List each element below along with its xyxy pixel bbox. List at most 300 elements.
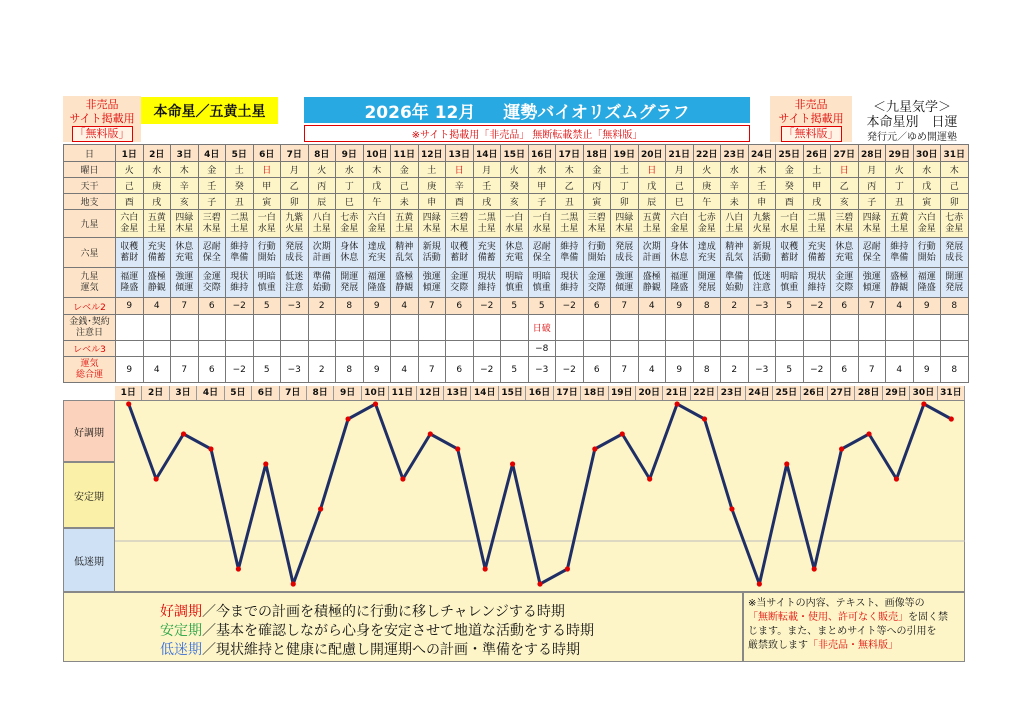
copyright-line3: じます。また、まとめサイト等への引用を bbox=[748, 626, 937, 637]
kyusei-cell bbox=[583, 210, 611, 238]
chart-x-tick-label: 2日 bbox=[142, 386, 169, 400]
kinsen-cell bbox=[281, 315, 309, 341]
kyusei-unki-cell-line: 注意 bbox=[752, 282, 771, 293]
label-day: 日 bbox=[64, 145, 116, 162]
kyusei-unki-cell-line: 静観 bbox=[890, 282, 909, 293]
kyusei-cell-line: 木星 bbox=[587, 223, 606, 234]
kyusei-cell-line: 二黒 bbox=[560, 212, 579, 223]
label-sogo-1: 運気 bbox=[80, 358, 99, 369]
kyusei-unki-cell-line: 現状 bbox=[230, 271, 249, 282]
sogo-cell: 8 bbox=[693, 357, 721, 383]
kyusei-unki-cell bbox=[198, 268, 226, 298]
kyusei-unki-cell-line: 福運 bbox=[670, 271, 689, 282]
chishi-cell: 酉 bbox=[116, 194, 144, 210]
weekday-cell: 月 bbox=[473, 162, 501, 178]
kinsen-cell bbox=[253, 315, 281, 341]
rokusei-cell bbox=[418, 238, 446, 268]
chishi-cell: 巳 bbox=[336, 194, 364, 210]
kyusei-unki-cell-line: 盛極 bbox=[395, 271, 414, 282]
legend-low-term: 低迷期 bbox=[160, 642, 202, 658]
rokusei-cell-line: 身体 bbox=[340, 241, 359, 252]
chart-x-tick-label: 31日 bbox=[938, 386, 965, 400]
biorhythm-point bbox=[537, 581, 542, 586]
tenkan-cell: 己 bbox=[941, 178, 969, 194]
kinsen-cell: 日破 bbox=[528, 315, 556, 341]
level3-cell bbox=[638, 341, 666, 357]
kyusei-cell-line: 五黄 bbox=[890, 212, 909, 223]
kyusei-cell-line: 土星 bbox=[725, 223, 744, 234]
rokusei-cell bbox=[666, 238, 694, 268]
kinsen-cell bbox=[143, 315, 171, 341]
title-year-month: 2026年 12月 bbox=[364, 102, 476, 123]
level3-cell bbox=[391, 341, 419, 357]
biorhythm-point bbox=[345, 416, 350, 421]
kyusei-unki-cell-line: 維持 bbox=[560, 282, 579, 293]
chishi-cell: 午 bbox=[693, 194, 721, 210]
sogo-cell: 2 bbox=[721, 357, 749, 383]
chishi-cell: 亥 bbox=[831, 194, 859, 210]
level2-cell: 4 bbox=[143, 298, 171, 315]
weekday-cell: 火 bbox=[116, 162, 144, 178]
chishi-cell: 丑 bbox=[556, 194, 584, 210]
rokusei-cell-line: 備蓄 bbox=[147, 252, 166, 263]
kyusei-unki-cell-line: 維持 bbox=[230, 282, 249, 293]
chishi-cell: 辰 bbox=[308, 194, 336, 210]
weekday-cell: 月 bbox=[858, 162, 886, 178]
rokusei-cell bbox=[363, 238, 391, 268]
kyusei-unki-cell bbox=[666, 268, 694, 298]
biorhythm-point bbox=[839, 446, 844, 451]
kyusei-unki-cell-line: 明暗 bbox=[257, 271, 276, 282]
weekday-cell: 火 bbox=[886, 162, 914, 178]
rokusei-cell-line: 精神 bbox=[395, 241, 414, 252]
kyusei-unki-cell bbox=[281, 268, 309, 298]
kinsen-cell bbox=[583, 315, 611, 341]
level2-cell: 7 bbox=[418, 298, 446, 315]
tenkan-cell: 甲 bbox=[803, 178, 831, 194]
chart-x-tick-label: 26日 bbox=[801, 386, 828, 400]
biorhythm-point bbox=[428, 431, 433, 436]
level2-cell: 9 bbox=[363, 298, 391, 315]
kyusei-unki-cell bbox=[776, 268, 804, 298]
rokusei-cell-line: 休息 bbox=[340, 252, 359, 263]
rokusei-cell-line: 保全 bbox=[532, 252, 551, 263]
kinsen-cell bbox=[336, 315, 364, 341]
level3-cell bbox=[473, 341, 501, 357]
kyusei-unki-cell-line: 強運 bbox=[862, 271, 881, 282]
sogo-cell: 6 bbox=[831, 357, 859, 383]
rokusei-cell-line: 充実 bbox=[697, 252, 716, 263]
weekday-cell: 木 bbox=[171, 162, 199, 178]
rokusei-cell-line: 休息 bbox=[835, 241, 854, 252]
level3-cell bbox=[611, 341, 639, 357]
weekday-cell: 水 bbox=[913, 162, 941, 178]
kyusei-unki-cell-line: 注意 bbox=[285, 282, 304, 293]
level3-cell bbox=[418, 341, 446, 357]
kyusei-unki-cell bbox=[721, 268, 749, 298]
sogo-cell: 4 bbox=[886, 357, 914, 383]
kyusei-unki-cell-line: 交際 bbox=[450, 282, 469, 293]
kyusei-cell-line: 四緑 bbox=[862, 212, 881, 223]
level3-cell bbox=[776, 341, 804, 357]
day-cell: 16日 bbox=[528, 145, 556, 162]
rokusei-cell-line: 備蓄 bbox=[807, 252, 826, 263]
sogo-cell: 6 bbox=[198, 357, 226, 383]
kyusei-unki-cell-line: 維持 bbox=[477, 282, 496, 293]
biorhythm-point bbox=[510, 461, 515, 466]
sogo-cell: −2 bbox=[803, 357, 831, 383]
kyusei-cell-line: 七赤 bbox=[945, 212, 964, 223]
biorhythm-point bbox=[674, 401, 679, 406]
kyusei-unki-cell-line: 準備 bbox=[725, 271, 744, 282]
kyusei-cell-line: 一白 bbox=[532, 212, 551, 223]
kyusei-unki-cell-line: 交際 bbox=[587, 282, 606, 293]
chart-x-tick-label: 29日 bbox=[883, 386, 910, 400]
kyusei-unki-cell-line: 開運 bbox=[697, 271, 716, 282]
sogo-cell: 8 bbox=[336, 357, 364, 383]
day-cell: 7日 bbox=[281, 145, 309, 162]
day-cell: 10日 bbox=[363, 145, 391, 162]
rokusei-cell-line: 忍耐 bbox=[532, 241, 551, 252]
rokusei-cell-line: 充実 bbox=[147, 241, 166, 252]
chart-day-strip bbox=[115, 386, 965, 400]
sogo-cell: 4 bbox=[391, 357, 419, 383]
level3-cell bbox=[693, 341, 721, 357]
rokusei-cell bbox=[638, 238, 666, 268]
kyusei-cell-line: 一白 bbox=[257, 212, 276, 223]
day-cell: 19日 bbox=[611, 145, 639, 162]
biorhythm-point bbox=[483, 566, 488, 571]
chart-x-tick-label: 21日 bbox=[663, 386, 690, 400]
day-cell: 4日 bbox=[198, 145, 226, 162]
level2-cell: 6 bbox=[446, 298, 474, 315]
chishi-cell: 亥 bbox=[171, 194, 199, 210]
biorhythm-point bbox=[949, 416, 954, 421]
kyusei-cell bbox=[308, 210, 336, 238]
kyusei-cell-line: 六白 bbox=[120, 212, 139, 223]
kyusei-unki-cell-line: 低迷 bbox=[752, 271, 771, 282]
level2-cell: 6 bbox=[198, 298, 226, 315]
weekday-cell: 日 bbox=[253, 162, 281, 178]
sogo-cell: 7 bbox=[858, 357, 886, 383]
band-label-good: 好調期 bbox=[63, 400, 115, 462]
kyusei-cell-line: 七赤 bbox=[697, 212, 716, 223]
rokusei-cell-line: 休息 bbox=[670, 252, 689, 263]
tenkan-cell: 己 bbox=[666, 178, 694, 194]
kyusei-cell bbox=[803, 210, 831, 238]
kinsen-cell bbox=[116, 315, 144, 341]
copyright-notice bbox=[743, 592, 965, 662]
day-cell: 2日 bbox=[143, 145, 171, 162]
chishi-cell: 卯 bbox=[611, 194, 639, 210]
level2-cell: 6 bbox=[831, 298, 859, 315]
chart-x-tick-label: 4日 bbox=[197, 386, 224, 400]
rokusei-cell-line: 備蓄 bbox=[477, 252, 496, 263]
chart-x-tick-label: 20日 bbox=[636, 386, 663, 400]
kyusei-cell bbox=[748, 210, 776, 238]
tenkan-cell: 乙 bbox=[831, 178, 859, 194]
copyright-line2-rest: を固く禁 bbox=[908, 612, 948, 623]
biorhythm-point bbox=[455, 446, 460, 451]
row-kyusei bbox=[64, 210, 969, 238]
tenkan-cell: 庚 bbox=[418, 178, 446, 194]
kyusei-cell-line: 八白 bbox=[725, 212, 744, 223]
rokusei-cell bbox=[198, 238, 226, 268]
legend-good-text: ／今までの計画を積極的に行動に移しチャレンジする時期 bbox=[202, 604, 565, 620]
rokusei-cell-line: 蓄財 bbox=[120, 252, 139, 263]
level2-cell: −2 bbox=[803, 298, 831, 315]
day-cell: 30日 bbox=[913, 145, 941, 162]
tenkan-cell: 壬 bbox=[748, 178, 776, 194]
kyusei-cell bbox=[418, 210, 446, 238]
sogo-cell: −3 bbox=[528, 357, 556, 383]
chishi-cell: 寅 bbox=[913, 194, 941, 210]
rokusei-cell-line: 活動 bbox=[422, 252, 441, 263]
rokusei-cell bbox=[528, 238, 556, 268]
level2-cell: 8 bbox=[336, 298, 364, 315]
rokusei-cell-line: 次期 bbox=[642, 241, 661, 252]
kyusei-unki-cell-line: 発展 bbox=[340, 282, 359, 293]
free-badge-left-line3: 「無料版」 bbox=[72, 126, 133, 142]
notice-banner: ※サイト掲載用「非売品」 無断転載禁止「無料版」 bbox=[304, 125, 750, 142]
kyusei-unki-cell-line: 福運 bbox=[367, 271, 386, 282]
kyusei-unki-cell-line: 維持 bbox=[807, 282, 826, 293]
rokusei-cell-line: 成長 bbox=[285, 252, 304, 263]
sogo-cell: 9 bbox=[116, 357, 144, 383]
rokusei-cell-line: 充電 bbox=[175, 252, 194, 263]
chart-x-tick-label: 13日 bbox=[444, 386, 471, 400]
label-kinsen-1: 金銭･契約 bbox=[69, 316, 110, 327]
kinsen-cell bbox=[693, 315, 721, 341]
kinsen-cell bbox=[308, 315, 336, 341]
day-cell: 1日 bbox=[116, 145, 144, 162]
rokusei-cell-line: 蓄財 bbox=[780, 252, 799, 263]
level3-cell bbox=[501, 341, 529, 357]
biorhythm-point bbox=[702, 416, 707, 421]
kyusei-cell bbox=[116, 210, 144, 238]
rokusei-cell-line: 収穫 bbox=[120, 241, 139, 252]
biorhythm-point bbox=[181, 431, 186, 436]
day-cell: 26日 bbox=[803, 145, 831, 162]
kyusei-cell-line: 土星 bbox=[642, 223, 661, 234]
chishi-cell: 申 bbox=[748, 194, 776, 210]
kyusei-cell bbox=[913, 210, 941, 238]
rokusei-cell-line: 開始 bbox=[257, 252, 276, 263]
fortune-table bbox=[63, 144, 969, 383]
level2-cell: 6 bbox=[583, 298, 611, 315]
label-level2: レベル2 bbox=[64, 298, 116, 315]
free-badge-right bbox=[770, 96, 852, 142]
kyusei-cell-line: 金星 bbox=[670, 223, 689, 234]
sogo-cell: 5 bbox=[776, 357, 804, 383]
kyusei-unki-cell bbox=[748, 268, 776, 298]
level2-cell: 5 bbox=[501, 298, 529, 315]
weekday-cell: 日 bbox=[446, 162, 474, 178]
kyusei-unki-cell bbox=[583, 268, 611, 298]
day-cell: 13日 bbox=[446, 145, 474, 162]
weekday-cell: 水 bbox=[336, 162, 364, 178]
kyusei-cell-line: 木星 bbox=[835, 223, 854, 234]
biorhythm-point bbox=[812, 566, 817, 571]
label-kyusei-unki-1: 九星 bbox=[80, 271, 99, 282]
rokusei-cell-line: 開始 bbox=[587, 252, 606, 263]
kyusei-cell-line: 木星 bbox=[175, 223, 194, 234]
rokusei-cell bbox=[721, 238, 749, 268]
biorhythm-point bbox=[126, 401, 131, 406]
kyusei-cell-line: 木星 bbox=[422, 223, 441, 234]
kyusei-cell-line: 金星 bbox=[945, 223, 964, 234]
level3-cell bbox=[831, 341, 859, 357]
day-cell: 9日 bbox=[336, 145, 364, 162]
kyusei-cell bbox=[171, 210, 199, 238]
chishi-cell: 卯 bbox=[281, 194, 309, 210]
level3-cell bbox=[941, 341, 969, 357]
weekday-cell: 火 bbox=[308, 162, 336, 178]
sogo-cell: 4 bbox=[638, 357, 666, 383]
kyusei-cell-line: 水星 bbox=[505, 223, 524, 234]
biorhythm-point bbox=[263, 461, 268, 466]
rokusei-cell bbox=[281, 238, 309, 268]
chart-x-tick-label: 28日 bbox=[855, 386, 882, 400]
level2-cell: 9 bbox=[913, 298, 941, 315]
sogo-cell: −2 bbox=[556, 357, 584, 383]
copyright-line2 bbox=[748, 611, 960, 625]
level3-cell bbox=[308, 341, 336, 357]
rokusei-cell-line: 計画 bbox=[642, 252, 661, 263]
weekday-cell: 土 bbox=[418, 162, 446, 178]
weekday-cell: 火 bbox=[693, 162, 721, 178]
label-kinsen bbox=[64, 315, 116, 341]
level2-cell: 5 bbox=[253, 298, 281, 315]
label-kyusei: 九星 bbox=[64, 210, 116, 238]
chishi-cell: 子 bbox=[528, 194, 556, 210]
kyusei-cell bbox=[638, 210, 666, 238]
chishi-cell: 未 bbox=[721, 194, 749, 210]
level3-cell bbox=[143, 341, 171, 357]
kyusei-cell bbox=[693, 210, 721, 238]
biorhythm-point bbox=[921, 401, 926, 406]
day-cell: 17日 bbox=[556, 145, 584, 162]
kyusei-unki-cell-line: 開運 bbox=[340, 271, 359, 282]
rokusei-cell bbox=[556, 238, 584, 268]
sogo-cell: 9 bbox=[666, 357, 694, 383]
kyusei-unki-cell-line: 金運 bbox=[202, 271, 221, 282]
kyusei-cell-line: 四緑 bbox=[615, 212, 634, 223]
chart-x-tick-label: 14日 bbox=[471, 386, 498, 400]
rokusei-cell bbox=[858, 238, 886, 268]
legend-good bbox=[160, 601, 565, 621]
sogo-cell: 5 bbox=[253, 357, 281, 383]
chishi-cell: 戌 bbox=[143, 194, 171, 210]
rokusei-cell bbox=[501, 238, 529, 268]
rokusei-cell-line: 行動 bbox=[587, 241, 606, 252]
rokusei-cell-line: 身体 bbox=[670, 241, 689, 252]
chart-x-tick-label: 11日 bbox=[389, 386, 416, 400]
level2-cell: 2 bbox=[308, 298, 336, 315]
row-weekday bbox=[64, 162, 969, 178]
biorhythm-point bbox=[565, 566, 570, 571]
chishi-cell: 卯 bbox=[941, 194, 969, 210]
day-cell: 8日 bbox=[308, 145, 336, 162]
chishi-cell: 丑 bbox=[226, 194, 254, 210]
rokusei-cell-line: 精神 bbox=[725, 241, 744, 252]
level2-cell: −3 bbox=[748, 298, 776, 315]
weekday-cell: 土 bbox=[226, 162, 254, 178]
rokusei-cell-line: 開始 bbox=[917, 252, 936, 263]
day-cell: 22日 bbox=[693, 145, 721, 162]
sogo-cell: 8 bbox=[941, 357, 969, 383]
rokusei-cell bbox=[391, 238, 419, 268]
kyusei-unki-cell-line: 発展 bbox=[697, 282, 716, 293]
rokusei-cell bbox=[583, 238, 611, 268]
day-cell: 5日 bbox=[226, 145, 254, 162]
kyusei-cell-line: 七赤 bbox=[340, 212, 359, 223]
kyusei-cell-line: 土星 bbox=[807, 223, 826, 234]
level3-cell bbox=[803, 341, 831, 357]
free-badge-left-line2: サイト掲載用 bbox=[69, 112, 135, 125]
kyusei-cell-line: 金星 bbox=[367, 223, 386, 234]
level3-cell bbox=[748, 341, 776, 357]
legend-low-text: ／現状維持と健康に配慮し開運期への計画・準備をする時期 bbox=[202, 642, 580, 658]
sogo-cell: 9 bbox=[363, 357, 391, 383]
level2-cell: −2 bbox=[556, 298, 584, 315]
rokusei-cell-line: 維持 bbox=[560, 241, 579, 252]
kyusei-unki-cell bbox=[171, 268, 199, 298]
tenkan-cell: 癸 bbox=[776, 178, 804, 194]
kyusei-cell bbox=[446, 210, 474, 238]
kinsen-cell bbox=[446, 315, 474, 341]
chart-x-tick-label: 12日 bbox=[417, 386, 444, 400]
label-rokusei: 六星 bbox=[64, 238, 116, 268]
kyusei-unki-cell bbox=[858, 268, 886, 298]
kyusei-unki-cell-line: 慎重 bbox=[780, 282, 799, 293]
tenkan-cell: 甲 bbox=[528, 178, 556, 194]
tenkan-cell: 丙 bbox=[583, 178, 611, 194]
tenkan-cell: 乙 bbox=[556, 178, 584, 194]
kyusei-unki-cell-line: 福運 bbox=[917, 271, 936, 282]
kyusei-cell-line: 六白 bbox=[670, 212, 689, 223]
day-cell: 25日 bbox=[776, 145, 804, 162]
chishi-cell: 寅 bbox=[253, 194, 281, 210]
kyusei-cell-line: 二黒 bbox=[477, 212, 496, 223]
copyright-line4 bbox=[748, 639, 960, 653]
kyusei-unki-cell-line: 傾運 bbox=[615, 282, 634, 293]
weekday-cell: 木 bbox=[941, 162, 969, 178]
day-cell: 27日 bbox=[831, 145, 859, 162]
kyusei-cell bbox=[886, 210, 914, 238]
chart-x-tick-label: 24日 bbox=[746, 386, 773, 400]
kyusei-unki-cell bbox=[528, 268, 556, 298]
row-tenkan bbox=[64, 178, 969, 194]
kyusei-unki-cell-line: 静観 bbox=[642, 282, 661, 293]
biorhythm-point bbox=[729, 506, 734, 511]
weekday-cell: 金 bbox=[391, 162, 419, 178]
level3-cell bbox=[446, 341, 474, 357]
kyusei-cell-line: 土星 bbox=[560, 223, 579, 234]
kyusei-unki-cell-line: 隆盛 bbox=[120, 282, 139, 293]
rokusei-cell-line: 行動 bbox=[257, 241, 276, 252]
kyusei-unki-cell-line: 隆盛 bbox=[670, 282, 689, 293]
kyusei-cell-line: 水星 bbox=[257, 223, 276, 234]
biorhythm-point bbox=[154, 476, 159, 481]
brand-publisher: 発行元／ゆめ開運塾 bbox=[867, 132, 957, 143]
level3-cell: −8 bbox=[528, 341, 556, 357]
page-title bbox=[304, 97, 750, 123]
day-cell: 6日 bbox=[253, 145, 281, 162]
weekday-cell: 金 bbox=[198, 162, 226, 178]
rokusei-cell-line: 蓄財 bbox=[450, 252, 469, 263]
kinsen-cell bbox=[363, 315, 391, 341]
